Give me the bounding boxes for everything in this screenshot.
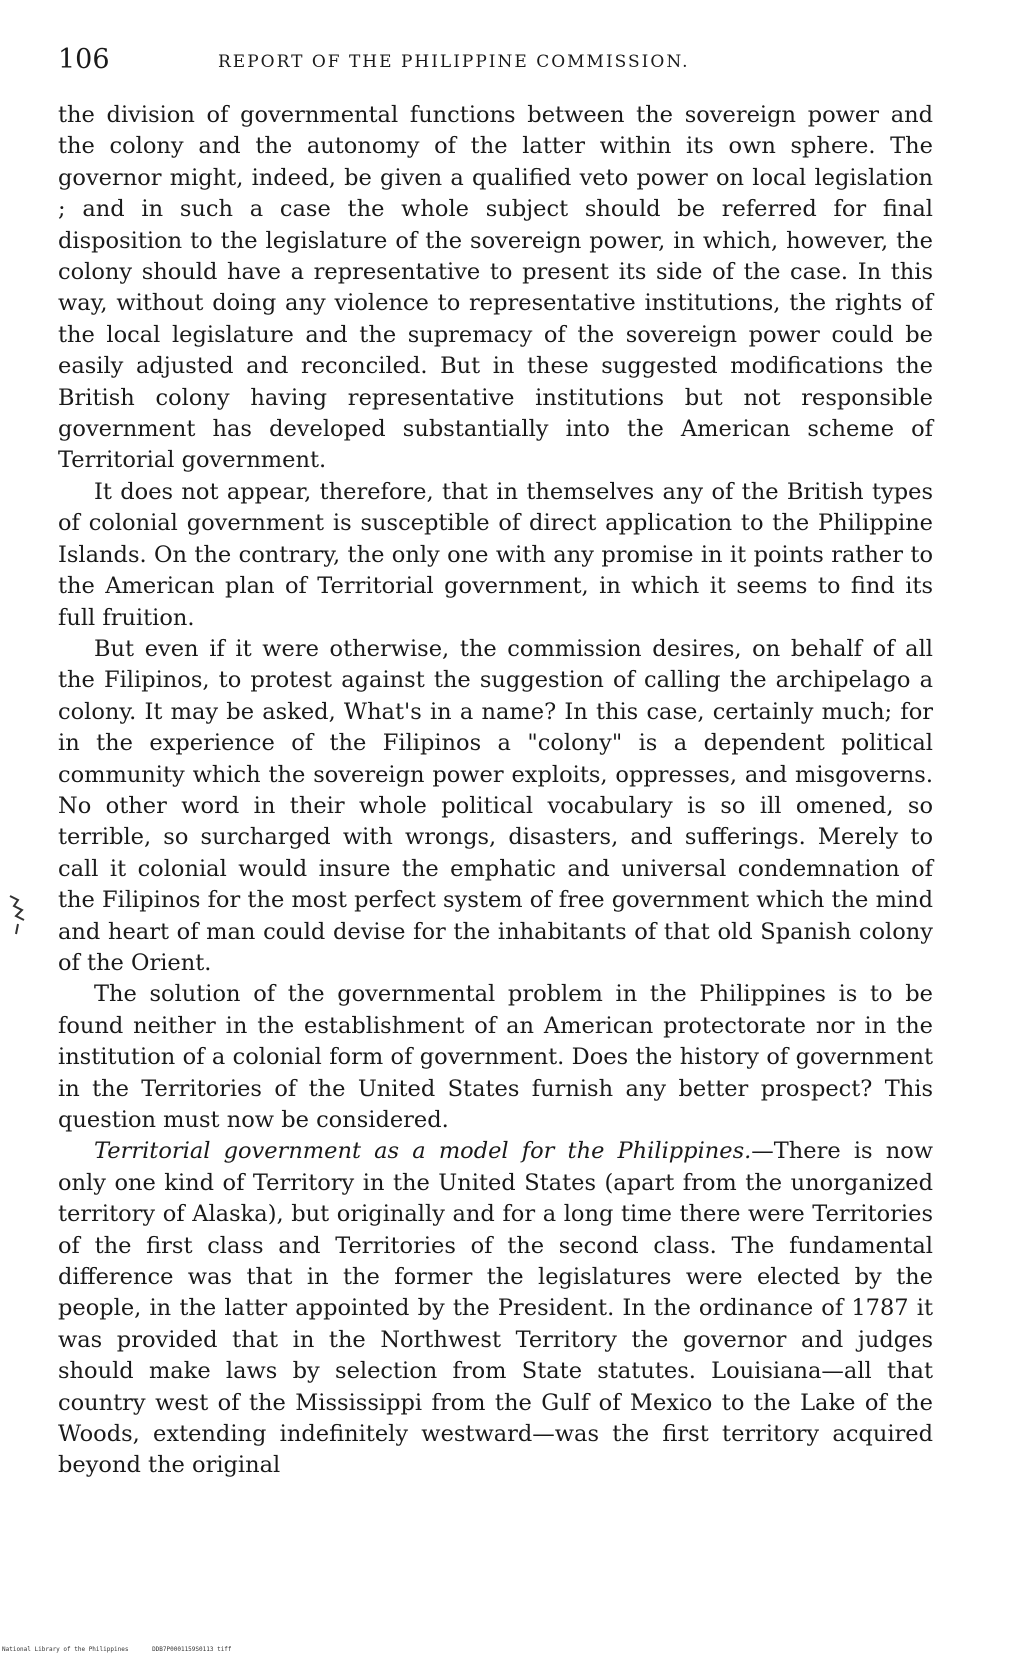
paragraph-3: But even if it were otherwise, the commission desires, on behalf of all the Filipinos, to protest against the suggestion of calling the archipelago a colony. It may be asked, What's in a name? In this case, certainly much; for in the experience of the Filipinos a "colony" is a dependent political community which the sovereign power exploits, oppresses, and misgoverns. No other word in their whole political vocabulary is so ill omened, so terrible, so surcharged with wrongs, disasters, and sufferings. Merely to call it colonial would insure the emphatic and universal condemnation of the Filipinos for the most perfect system of free government which the mind and heart of man could devise for the inhabitants of that old Spanish colony of the Orient. (58, 635, 933, 976)
running-head: REPORT OF THE PHILIPPINE COMMISSION. (218, 52, 690, 72)
scan-footer (2, 1646, 252, 1653)
paragraph-2: It does not appear, therefore, that in themselves any of the British types of colonial government is susceptible of direct application to the Philippine Islands. On the contrary, the only one with any promise in it points rather to the American plan of Territorial government, in which it seems to find its full fruition. (58, 478, 933, 631)
paragraph-5 (58, 1136, 933, 1481)
paragraph-5-text: —There is now only one kind of Territory in the United States (apart from the unorganized territory of Alaska), but originally and for a long time there were Territories of the first class and Territories of the second class. The fundamental difference was that in the former the legislatures were elected by the people, in the latter appointed by the President. In the ordinance of 1787 it was provided that in the Northwest Territory the governor and judges should make laws by selection from State statutes. Louisiana—all that country west of the Mississippi from the Gulf of Mexico to the Lake of the Woods, extending indefinitely westward—was the first territory acquired beyond the original (58, 1138, 934, 1479)
footer-library: National Library of the Philippines (2, 1646, 129, 1653)
page-number: 106 (58, 44, 110, 75)
margin-smudge-mark (6, 890, 32, 942)
paragraph-4: The solution of the governmental problem in the Philippines is to be found neither in the establishment of an American protectorate nor in the institution of a colonial form of government. Does the history of government in the Territories of the United States furnish any better prospect? This question must now be considered. (58, 981, 933, 1133)
paragraph-1: the division of governmental functions between the sovereign power and the colony and the autonomy of the latter within its own sphere. The governor might, indeed, be given a qualified veto power on local legislation ; and in such a case the whole subject should be referred for final disposition to the legislature of the sovereign power, in which, however, the colony should have a representative to present its side of the case. In this way, without doing any violence to representative institutions, the rights of the local legislature and the supremacy of the sovereign power could be easily adjusted and reconciled. But in these suggested modifications the British colony having representative institutions but not responsible government has developed substantially into the American scheme of Territorial government. (58, 102, 933, 474)
body-text (58, 100, 933, 1482)
section-heading-italic: Territorial government as a model for the Philippines. (94, 1138, 752, 1165)
footer-file: DDB7P0001159S0113 tiff (152, 1646, 232, 1653)
page-header (58, 44, 938, 84)
